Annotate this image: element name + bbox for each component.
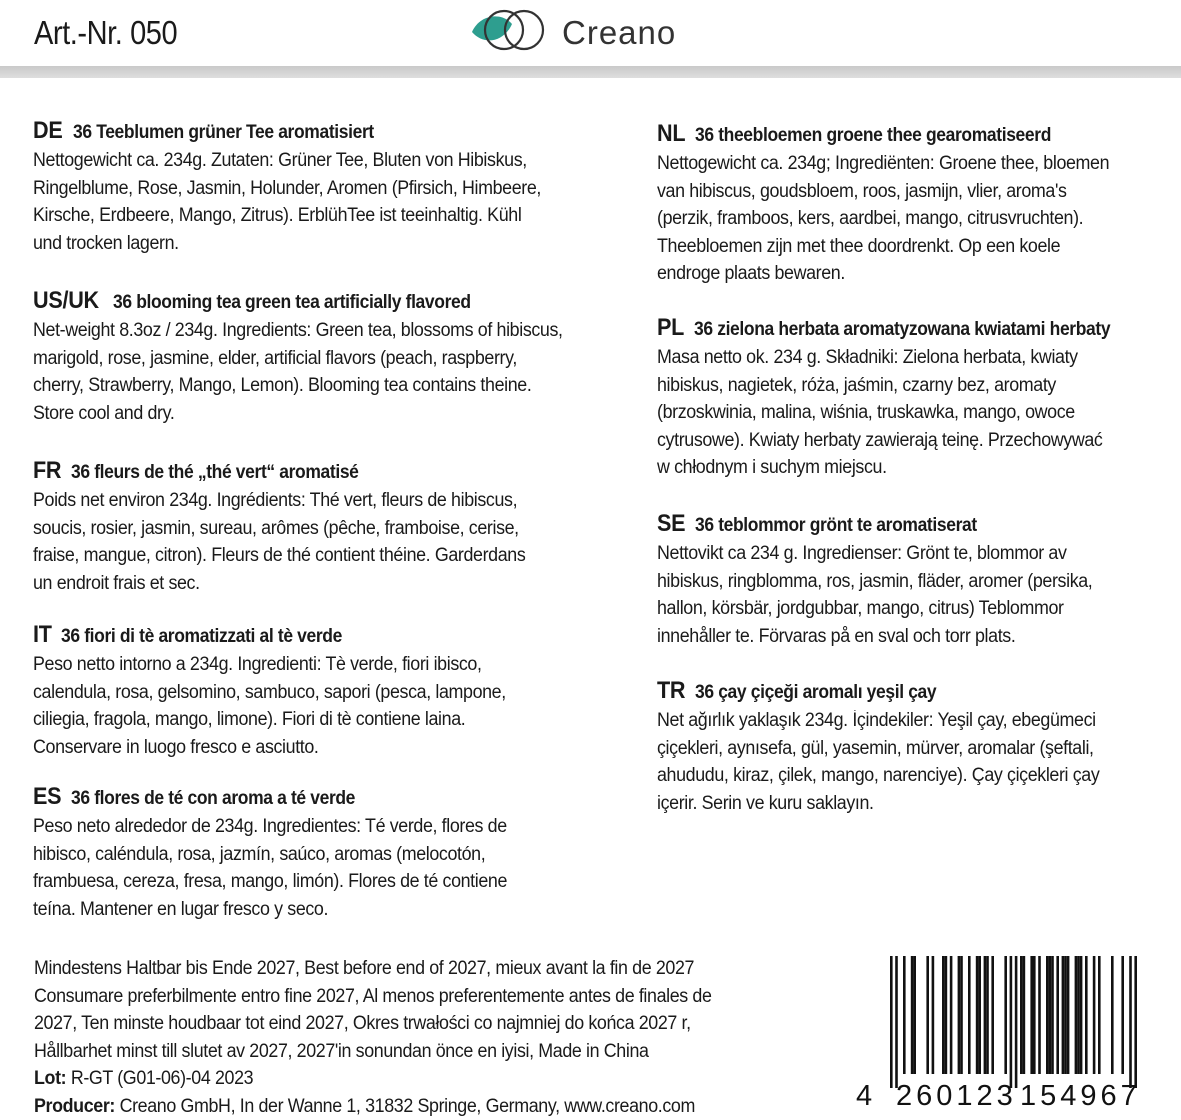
barcode-bar [976,956,979,1074]
barcode-bar [1098,956,1101,1074]
section-body: Poids net environ 234g. Ingrédients: Thé vert, fleurs de hibiscus, soucis, rosier, jasmin, sureau, arômes (pêche, framboise, cerise, fraise, mangue, citron). Fleurs de thé contient théine. Garderdans un endroit frais et sec. [33,487,635,597]
barcode-right-group: 154967 [1020,1080,1141,1113]
language-code: PL [657,314,684,342]
barcode-bar [1030,956,1033,1074]
lot-value: R-GT (G01-06)-04 2023 [71,1068,253,1089]
barcode-left-group: 260123 [896,1080,1017,1113]
section-body: Nettogewicht ca. 234g; Ingrediënten: Groene thee, bloemen van hibiscus, goudsbloem, roos, jasmijn, vlier, aroma's (perzik, framboos, kers, aardbei, mango, citrusvruchten). Theebloemen zijn met thee doordrenkt. Op een koele endroge plaats bewaren. [657,150,1181,288]
barcode-bar [1111,956,1114,1074]
lot-line [34,1065,786,1093]
best-before-line: Hållbarhet minst till slutet av 2027, 2027'in sonundan önce en iyisi, Made in China [34,1038,786,1066]
section-body: Nettovikt ca 234 g. Ingredienser: Grönt te, blommor av hibiskus, ringblomma, ros, jasmin, fläder, aromer (persika, hallon, körsbär, jordgubbar, mango, citrus) Teblommor innehåller te. Förvaras på en sval och torr plats. [657,540,1181,650]
section-title: 36 Teeblumen grüner Tee aromatisiert [73,122,374,144]
producer-line [34,1093,786,1120]
barcode-bar [890,956,893,1088]
section-body: Peso neto alrededor de 234g. Ingredientes: Té verde, flores de hibisco, caléndula, rosa, jazmín, saúco, aromas (melocotón, frambuesa, cereza, fresa, mango, limón). Flores de té contiene teína. Mantener en lugar fresco y seco. [33,813,635,923]
section-title: 36 flores de té con aroma a té verde [71,788,355,810]
barcode-bar [911,956,914,1074]
section-pl [657,314,1181,482]
barcode-bar [986,956,989,1074]
section-body: Net-weight 8.3oz / 234g. Ingredients: Green tea, blossoms of hibiscus, marigold, rose, jasmine, elder, artificial flavors (peach, raspberry, cherry, Strawberry, Mango, Lemon). Blooming tea contains theine. Store cool and dry. [33,317,635,427]
section-title: 36 blooming tea green tea artificially flavored [113,292,471,314]
barcode-bar [1080,956,1083,1074]
barcode-bar [1064,956,1067,1074]
barcode-bar [1015,956,1018,1088]
barcode-bar [1062,956,1065,1074]
section-title: 36 çay çiçeği aromalı yeşil çay [695,682,936,704]
barcode-bar [1023,956,1026,1074]
barcode-first-digit: 4 [856,1080,872,1113]
barcode-bar [1121,956,1124,1074]
barcode-bar [1077,956,1080,1074]
language-code: US/UK [33,287,99,315]
barcode-bar [1093,956,1096,1074]
barcode-bar [1020,956,1023,1074]
barcode-bar [1038,956,1041,1074]
section-se [657,510,1181,650]
barcode-bar [1046,956,1049,1074]
language-code: ES [33,783,61,811]
section-us-uk [33,287,673,427]
barcode-bar [942,956,945,1074]
barcode-bar [913,956,916,1074]
footer-info [34,955,834,1120]
header-divider [0,66,1181,78]
section-tr [657,677,1181,817]
ean-barcode [852,952,1150,1112]
language-code: DE [33,117,62,145]
section-body: Nettogewicht ca. 234g. Zutaten: Grüner Tee, Bluten von Hibiskus, Ringelblume, Rose, Jasmin, Holunder, Aromen (Pfirsich, Himbeere, Kirsche, Erdbeere, Mango, Zitrus). ErblühTee ist teeinhaltig. Kühl und trocken lagern. [33,147,635,257]
section-title: 36 teblommor grönt te aromatiserat [695,515,977,537]
barcode-bar [1033,956,1036,1074]
barcode-bar [1129,956,1132,1088]
section-body: Net ağırlık yaklaşık 234g. İçindekiler: Yeşil çay, ebegümeci çiçekleri, aynısefa, gül, yasemin, mürver, aromalar (şeftali, ahududu, kiraz, çilek, mango, narenciye). Çay çiçekleri çay içerir. Serin ve kuru saklayın. [657,707,1181,817]
barcode-bar [1085,956,1088,1074]
brand-name: Creano [562,14,676,52]
barcode-bar [950,956,953,1074]
barcode-bar [1134,956,1137,1088]
barcode-bar [978,956,981,1074]
barcode-bar [903,956,906,1074]
lot-label: Lot: [34,1068,66,1089]
best-before-line: Consumare preferbilmente entro fine 2027, Al menos preferentemente antes de finales de [34,983,786,1011]
brand-logo [466,6,726,56]
barcode-bar [1049,956,1052,1074]
barcode-bar [945,956,948,1074]
section-title: 36 zielona herbata aromatyzowana kwiatami herbaty [694,319,1110,341]
barcode-bar [1004,956,1007,1074]
language-code: NL [657,120,685,148]
barcode-bar [1067,956,1070,1074]
barcode-bar [984,956,987,1074]
barcode-bar [960,956,963,1074]
barcode-bar [1075,956,1078,1074]
section-nl [657,120,1181,288]
section-title: 36 theebloemen groene thee gearomatiseerd [695,125,1051,147]
language-code: TR [657,677,685,705]
barcode-bar [926,956,929,1074]
barcode-bar [1056,956,1059,1074]
producer-value: Creano GmbH, In der Wanne 1, 31832 Springe, Germany, www.creano.com [120,1096,695,1117]
section-es [33,783,673,923]
section-title: 36 fleurs de thé „thé vert“ aromatisé [71,462,359,484]
section-body: Peso netto intorno a 234g. Ingredienti: Tè verde, fiori ibisco, calendula, rosa, gelsomino, sambuco, sapori (pesca, lampone, ciliegia, fragola, mango, limone). Fiori di tè contiene laina. Conservare in luogo fresco e asciutto. [33,651,635,761]
barcode-bars [852,952,1150,1092]
section-it [33,621,673,761]
language-code: IT [33,621,52,649]
best-before-line: 2027, Ten minste houdbaar tot eind 2027, Okres trwałości co najmniej do końca 2027 r, [34,1010,786,1038]
language-code: FR [33,457,61,485]
section-fr [33,457,673,597]
section-body: Masa netto ok. 234 g. Składniki: Zielona herbata, kwiaty hibiskus, nagietek, róża, jaśmin, czarny bez, aromaty (brzoskwinia, malina, wiśnia, truskawka, mango, owoce cytrusowe). Kwiaty herbaty zawierają teinę. Przechowywać w chłodnym i suchym miejscu. [657,344,1181,482]
barcode-bar [895,956,898,1088]
section-de [33,117,673,257]
barcode-bar [1051,956,1054,1074]
language-code: SE [657,510,685,538]
best-before-line: Mindestens Haltbar bis Ende 2027, Best before end of 2027, mieux avant la fin de 2027 [34,955,786,983]
creano-logo-icon [466,6,556,56]
article-number: Art.-Nr. 050 [34,14,177,52]
barcode-bar [932,956,935,1074]
barcode-bar [991,956,994,1074]
barcode-bar [968,956,971,1074]
barcode-bar [958,956,961,1074]
section-title: 36 fiori di tè aromatizzati al tè verde [61,626,342,648]
producer-label: Producer: [34,1096,115,1117]
barcode-bar [1010,956,1013,1088]
